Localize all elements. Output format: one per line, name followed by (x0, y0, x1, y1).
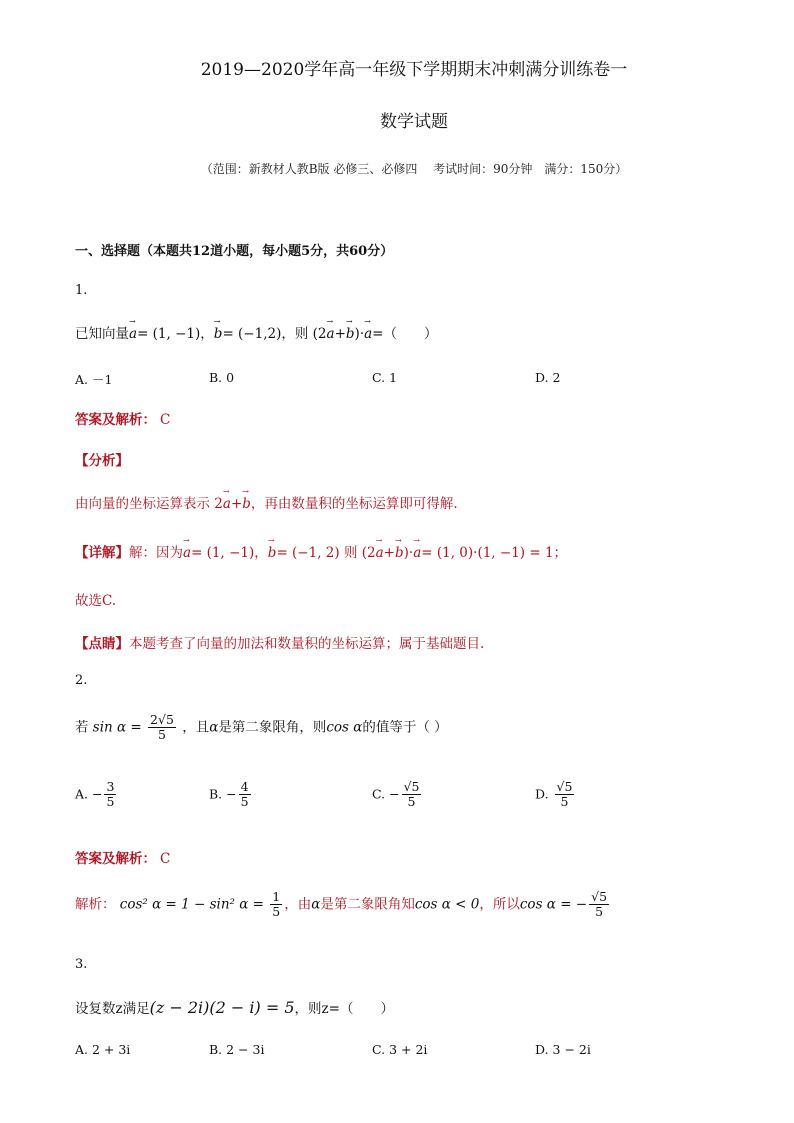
question-stem: 若 sin α = $\frac{2√5}{5}$ ，且α是第二象限角，则cos α的值等于（ ） (75, 712, 448, 743)
exam-subtitle: 数学试题 (380, 112, 448, 132)
option-a: A. − $\frac{3}{5}$ (75, 779, 115, 810)
option-b: B. − $\frac{4}{5}$ (209, 779, 249, 810)
analysis-tag: 【分析】 (75, 453, 129, 469)
exam-meta: （范围：新教材人教B版 必修三、必修四 考试时间：90分钟 满分：150分） (200, 162, 628, 176)
option-c: C. 3 + 2i (372, 1042, 428, 1057)
option-d: D. $\frac{√5}{5}$ (535, 779, 573, 810)
option-a: A. 2 + 3i (75, 1042, 131, 1057)
question-number: 2. (75, 673, 88, 688)
solution-text: 解析： cos² α = 1 − sin² α = $\frac{1}{5}$ ，由α是第二象限角知cos α < 0，所以cos α = − $\frac{√5}{5}$ (75, 889, 608, 920)
comment-text: 【点睛】本题考查了向量的加法和数量积的坐标运算；属于基础题目. (75, 636, 485, 652)
option-b: B. 0 (209, 370, 235, 385)
option-b: B. 2 − 3i (209, 1042, 265, 1057)
detail-text: 【详解】解：因为→ a= (1, −1)，→ b= (−1, 2) 则 (2→ a+→ b)·→ a= (1, 0)·(1, −1) = 1； (75, 541, 567, 561)
answer-line: 答案及解析： C (75, 851, 171, 867)
question-number: 3. (75, 957, 88, 972)
option-d: D. 3 − 2i (535, 1042, 591, 1057)
option-a: A. －1 (75, 372, 113, 387)
option-c: C. − $\frac{√5}{5}$ (372, 779, 420, 810)
question-stem: 已知向量→ a= (1, −1)，→ b= (−1,2)，则 (2→ a+→ b)·→ a=（ ） (75, 322, 437, 342)
conclusion-text: 故选C. (75, 593, 117, 609)
option-c: C. 1 (372, 370, 398, 385)
exam-title: 2019—2020学年高一年级下学期期末冲刺满分训练卷一 (200, 60, 628, 80)
option-d: D. 2 (535, 370, 561, 385)
question-number: 1. (75, 283, 88, 298)
section-heading: 一、选择题（本题共12道小题，每小题5分，共60分） (75, 244, 394, 259)
answer-line: 答案及解析： C (75, 412, 171, 428)
analysis-text: 由向量的坐标运算表示 2→ a+→ b，再由数量积的坐标运算即可得解. (75, 492, 458, 512)
question-stem: 设复数z满足(z − 2i)(2 − i) = 5，则z=（ ） (75, 998, 394, 1017)
